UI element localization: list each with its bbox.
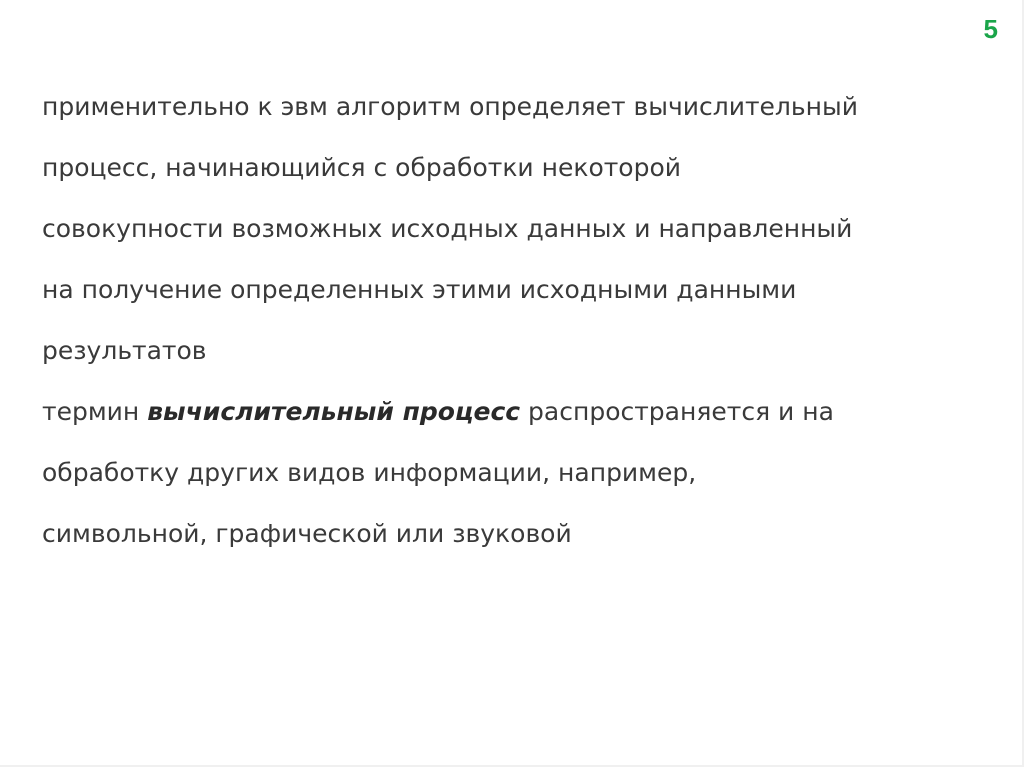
paragraph2-line: [42, 381, 962, 442]
highlighted-term: вычислительный процесс: [147, 397, 521, 426]
paragraph-algorithm-definition: [42, 76, 962, 381]
slide-body: [42, 76, 962, 564]
paragraph2-line: обработку других видов информации, например,: [42, 458, 697, 487]
paragraph2-line: символьной, графической или звуковой: [42, 519, 572, 548]
paragraph2-prefix: термин: [42, 397, 148, 426]
page-number: 5: [983, 14, 998, 44]
paragraph1-line: совокупности возможных исходных данных и направленный: [42, 214, 853, 243]
paragraph1-line: применительно к эвм алгоритм определяет вычислительный: [42, 92, 858, 121]
paragraph2-suffix: распространяется и на: [520, 397, 834, 426]
paragraph1-line: на получение определенных этими исходными данными: [42, 275, 797, 304]
paragraph1-line: процесс, начинающийся с обработки некоторой: [42, 153, 682, 182]
paragraph-computational-process-term: [42, 381, 962, 564]
paragraph1-line: результатов: [42, 336, 207, 365]
